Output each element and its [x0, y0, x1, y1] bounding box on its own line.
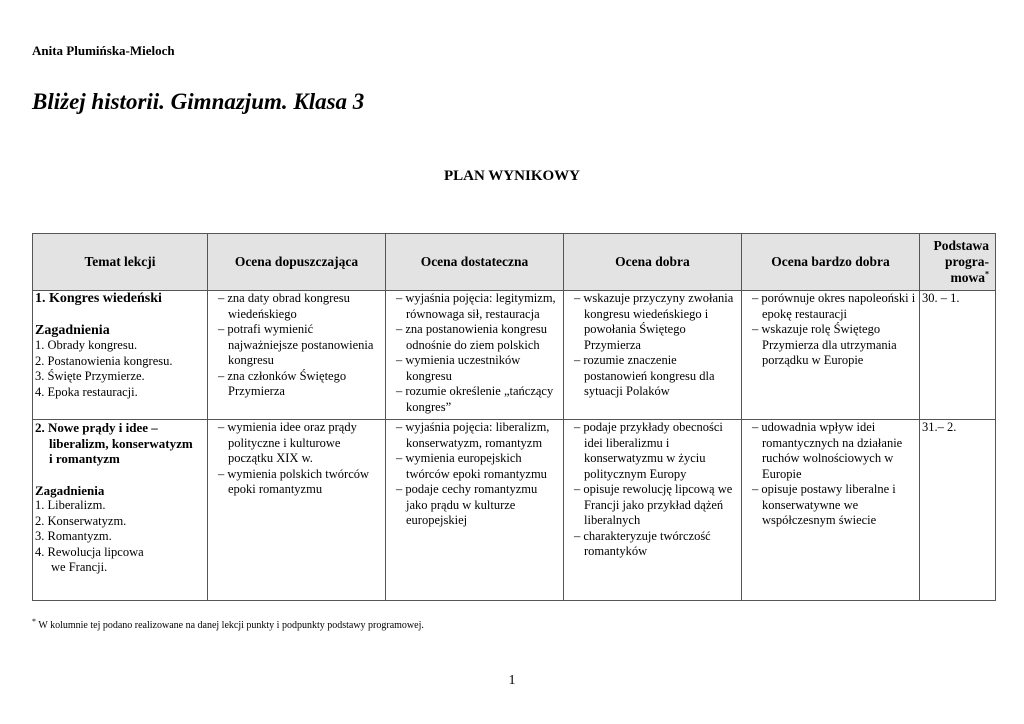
- zagadnienie-item: 4. Rewolucja lipcowa: [35, 544, 144, 559]
- topic-cell: [33, 291, 208, 420]
- topic-title: [35, 420, 205, 467]
- header-basis-line2: progra-: [945, 254, 989, 269]
- requirement-item: – wskazuje przyczyny zwołania kongresu wiedeńskiego i powołania Świętego Przymierza: [574, 291, 734, 352]
- dostateczna-cell: [386, 420, 564, 601]
- requirement-item: – wyjaśnia pojęcia: liberalizm, konserwatyzm, romantyzm: [396, 420, 550, 450]
- dopuszczajaca-cell: [208, 291, 386, 420]
- requirement-item: – wymienia europejskich twórców epoki romantyzmu: [396, 451, 547, 481]
- plan-title: PLAN WYNIKOWY: [444, 168, 580, 184]
- footnote-text: W kolumnie tej podano realizowane na danej lekcji punkty i podpunkty podstawy programowej.: [36, 620, 424, 631]
- requirement-item: – opisuje postawy liberalne i konserwatywne we współczesnym świecie: [752, 482, 896, 527]
- dopuszczajaca-cell: [208, 420, 386, 601]
- requirement-item: – zna członków Świętego Przymierza: [218, 368, 347, 398]
- zagadnienie-item: 3. Romantyzm.: [35, 529, 112, 543]
- basis-cell: 31.– 2.: [920, 420, 996, 601]
- requirement-item: – opisuje rewolucję lipcową we Francji jako przykład dążeń liberalnych: [574, 482, 733, 527]
- requirement-item: – rozumie znaczenie postanowień kongresu dla sytuacji Polaków: [574, 353, 715, 398]
- zagadnienie-item: 3. Święte Przymierze.: [35, 369, 145, 383]
- zagadnienie-item: 1. Obrady kongresu.: [35, 338, 138, 352]
- requirement-item: – wymienia uczestników kongresu: [396, 353, 521, 383]
- requirement-item: – potrafi wymienić najważniejsze postanowienia kongresu: [218, 322, 374, 367]
- zagadnienia-label: Zagadnienia: [35, 322, 110, 338]
- table-header-row: [33, 234, 996, 291]
- zagadnienie-item: we Francji.: [51, 560, 108, 574]
- dostateczna-cell: [386, 291, 564, 420]
- header-basis-line1: Podstawa: [933, 238, 989, 253]
- requirement-item: – charakteryzuje twórczość romantyków: [574, 528, 711, 558]
- zagadnienia-label: Zagadnienia: [35, 482, 105, 498]
- requirement-item: – wskazuje rolę Świętego Przymierza dla utrzymania porządku w Europie: [752, 322, 897, 367]
- requirement-item: – podaje cechy romantyzmu jako prądu w kulturze europejskiej: [396, 482, 538, 527]
- zagadnienie-item: 2. Konserwatyzm.: [35, 513, 127, 528]
- header-basis-line3: mowa: [950, 270, 985, 285]
- topic-title-line: 2. Nowe prądy i idee –: [35, 420, 158, 435]
- topic-title: 1. Kongres wiedeński: [35, 291, 162, 306]
- requirement-item: – rozumie określenie „tańczący kongres”: [396, 384, 554, 414]
- requirement-item: – wymienia idee oraz prądy polityczne i kulturowe początku XIX w.: [218, 420, 357, 465]
- header-basis-footnote-mark: *: [985, 269, 989, 279]
- table-row: [33, 420, 996, 601]
- header-dobra: Ocena dobra: [564, 234, 742, 291]
- bardzo-dobra-cell: [742, 291, 920, 420]
- page-number: 1: [508, 673, 516, 688]
- topic-title-line: liberalizm, konserwatyzm: [49, 435, 193, 451]
- requirement-item: – porównuje okres napoleoński i epokę restauracji: [752, 291, 916, 321]
- topic-title-line: i romantyzm: [49, 451, 120, 466]
- header-bardzo-dobra: Ocena bardzo dobra: [742, 234, 920, 291]
- requirement-item: – udowadnia wpływ idei romantycznych na działanie ruchów wolnościowych w Europie: [752, 420, 903, 481]
- dobra-cell: [564, 420, 742, 601]
- requirement-item: – zna postanowienia kongresu odnośnie do ziem polskich: [396, 322, 548, 352]
- header-topic: Temat lekcji: [33, 234, 208, 291]
- topic-cell: [33, 420, 208, 601]
- table-row: [33, 291, 996, 420]
- bardzo-dobra-cell: [742, 420, 920, 601]
- zagadnienie-item: 1. Liberalizm.: [35, 498, 106, 512]
- header-dopuszczajaca: Ocena dopuszczająca: [208, 234, 386, 291]
- footnote: [32, 617, 424, 631]
- plan-table: [32, 233, 996, 601]
- requirement-item: – wyjaśnia pojęcia: legitymizm, równowaga sił, restauracja: [396, 291, 556, 321]
- basis-cell: 30. – 1.: [920, 291, 996, 420]
- requirement-item: – podaje przykłady obecności idei liberalizmu i konserwatyzmu w życiu politycznym Europy: [574, 420, 723, 481]
- zagadnienie-item: 2. Postanowienia kongresu.: [35, 353, 173, 368]
- book-title: Bliżej historii. Gimnazjum. Klasa 3: [32, 89, 365, 114]
- header-dostateczna: Ocena dostateczna: [386, 234, 564, 291]
- author-name: Anita Plumińska-Mieloch: [32, 43, 175, 58]
- requirement-item: – wymienia polskich twórców epoki romantyzmu: [218, 466, 370, 496]
- header-basis: [920, 234, 996, 291]
- requirement-item: – zna daty obrad kongresu wiedeńskiego: [218, 291, 350, 321]
- dobra-cell: [564, 291, 742, 420]
- footnote-mark: *: [32, 617, 36, 626]
- zagadnienie-item: 4. Epoka restauracji.: [35, 384, 138, 399]
